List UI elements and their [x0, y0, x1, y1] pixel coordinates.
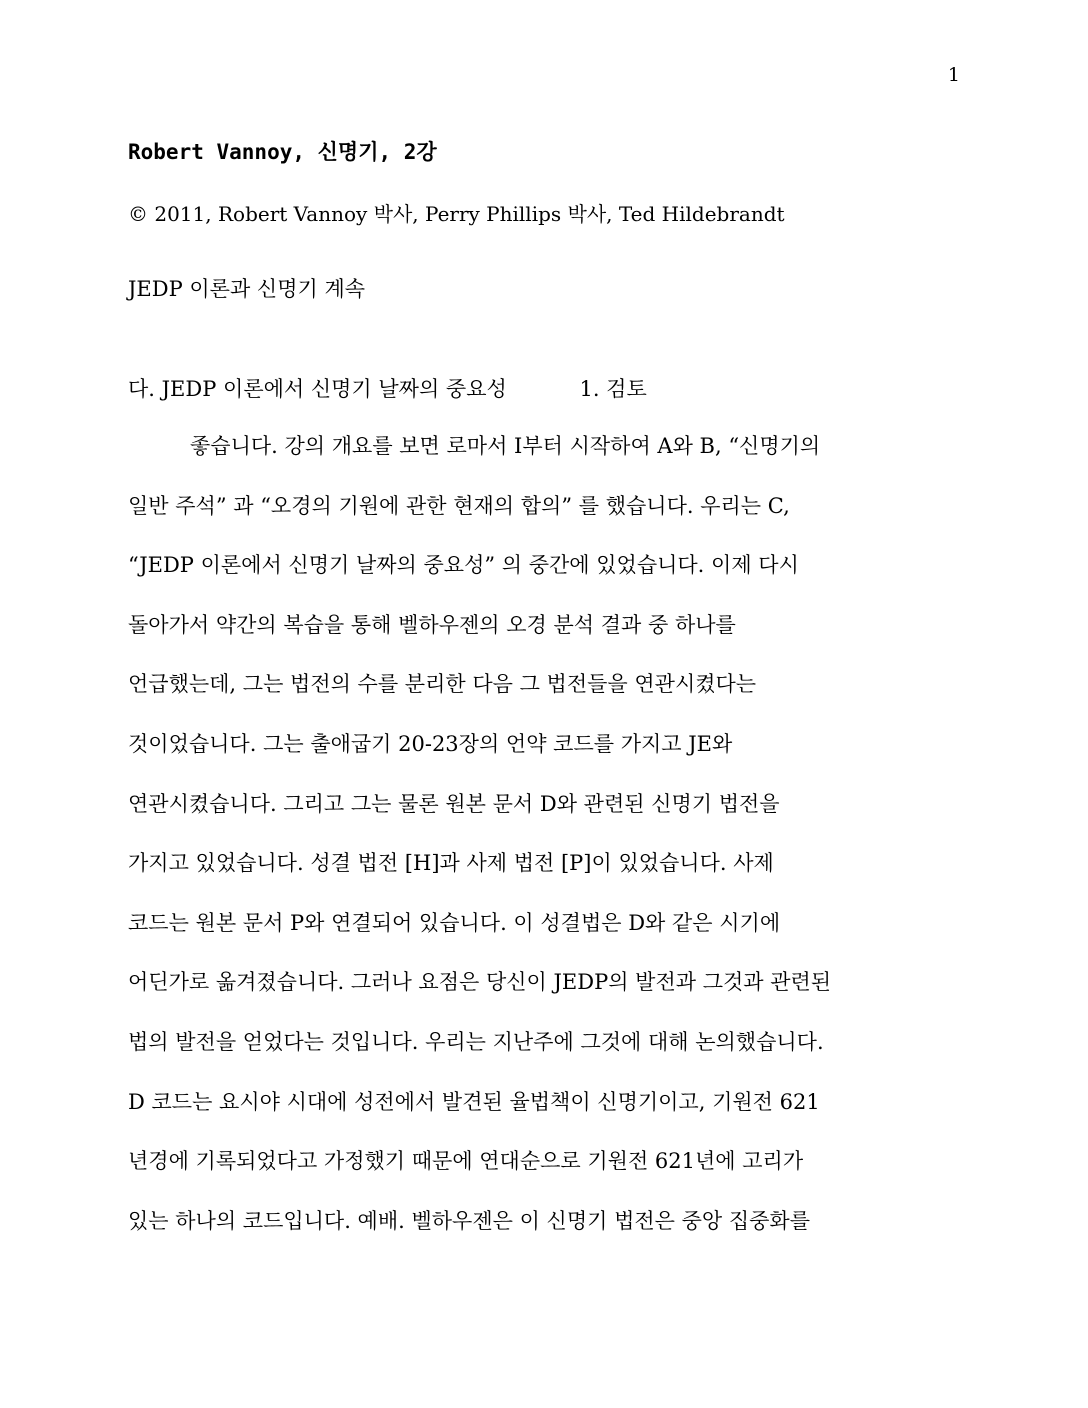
body-line: 일반 주석” 과 “오경의 기원에 관한 현재의 합의” 를 했습니다. 우리는 C,: [128, 493, 790, 518]
body-line: 언급했는데, 그는 법전의 수를 분리한 다음 그 법전들을 연관시켰다는: [128, 672, 757, 697]
body-line: D 코드는 요시야 시대에 성전에서 발견된 율법책이 신명기이고, 기원전 621: [128, 1089, 820, 1114]
page-number: 1: [947, 64, 960, 86]
body-line: 어딘가로 옮겨졌습니다. 그러나 요점은 당신이 JEDP의 발전과 그것과 관련된: [128, 970, 832, 995]
section-heading: [128, 373, 647, 403]
body-line: 돌아가서 약간의 복습을 통해 벨하우젠의 오경 분석 결과 중 하나를: [128, 612, 736, 637]
body-line: 연관시켰습니다. 그리고 그는 물론 원본 문서 D와 관련된 신명기 법전을: [128, 791, 780, 816]
section-heading-text: 다. JEDP 이론에서 신명기 날짜의 중요성: [128, 377, 507, 401]
body-line: 코드는 원본 문서 P와 연결되어 있습니다. 이 성결법은 D와 같은 시기에: [128, 910, 781, 935]
copyright-line: © 2011, Robert Vannoy 박사, Perry Phillips 박사, Ted Hildebrandt: [128, 202, 785, 226]
body-line: 년경에 기록되었다고 가정했기 때문에 연대순으로 기원전 621년에 고리가: [128, 1149, 804, 1174]
section-subheading: 1. 검토: [579, 377, 647, 401]
body-line: 가지고 있었습니다. 성결 법전 [H]과 사제 법전 [P]이 있었습니다. 사제: [128, 851, 774, 876]
body-text: [128, 429, 958, 1263]
document-subtitle: JEDP 이론과 신명기 계속: [128, 277, 366, 301]
body-line: 법의 발전을 얻었다는 것입니다. 우리는 지난주에 그것에 대해 논의했습니다.: [128, 1029, 824, 1054]
document-title: Robert Vannoy, 신명기, 2강: [128, 140, 437, 164]
body-line: “JEDP 이론에서 신명기 날짜의 중요성” 의 중간에 있었습니다. 이제 다시: [128, 553, 799, 578]
body-line: 좋습니다. 강의 개요를 보면 로마서 I부터 시작하여 A와 B, “신명기의: [190, 434, 821, 458]
body-line: 있는 하나의 코드입니다. 예배. 벨하우젠은 이 신명기 법전은 중앙 집중화를: [128, 1208, 811, 1233]
body-line: 것이었습니다. 그는 출애굽기 20-23장의 언약 코드를 가지고 JE와: [128, 731, 733, 756]
